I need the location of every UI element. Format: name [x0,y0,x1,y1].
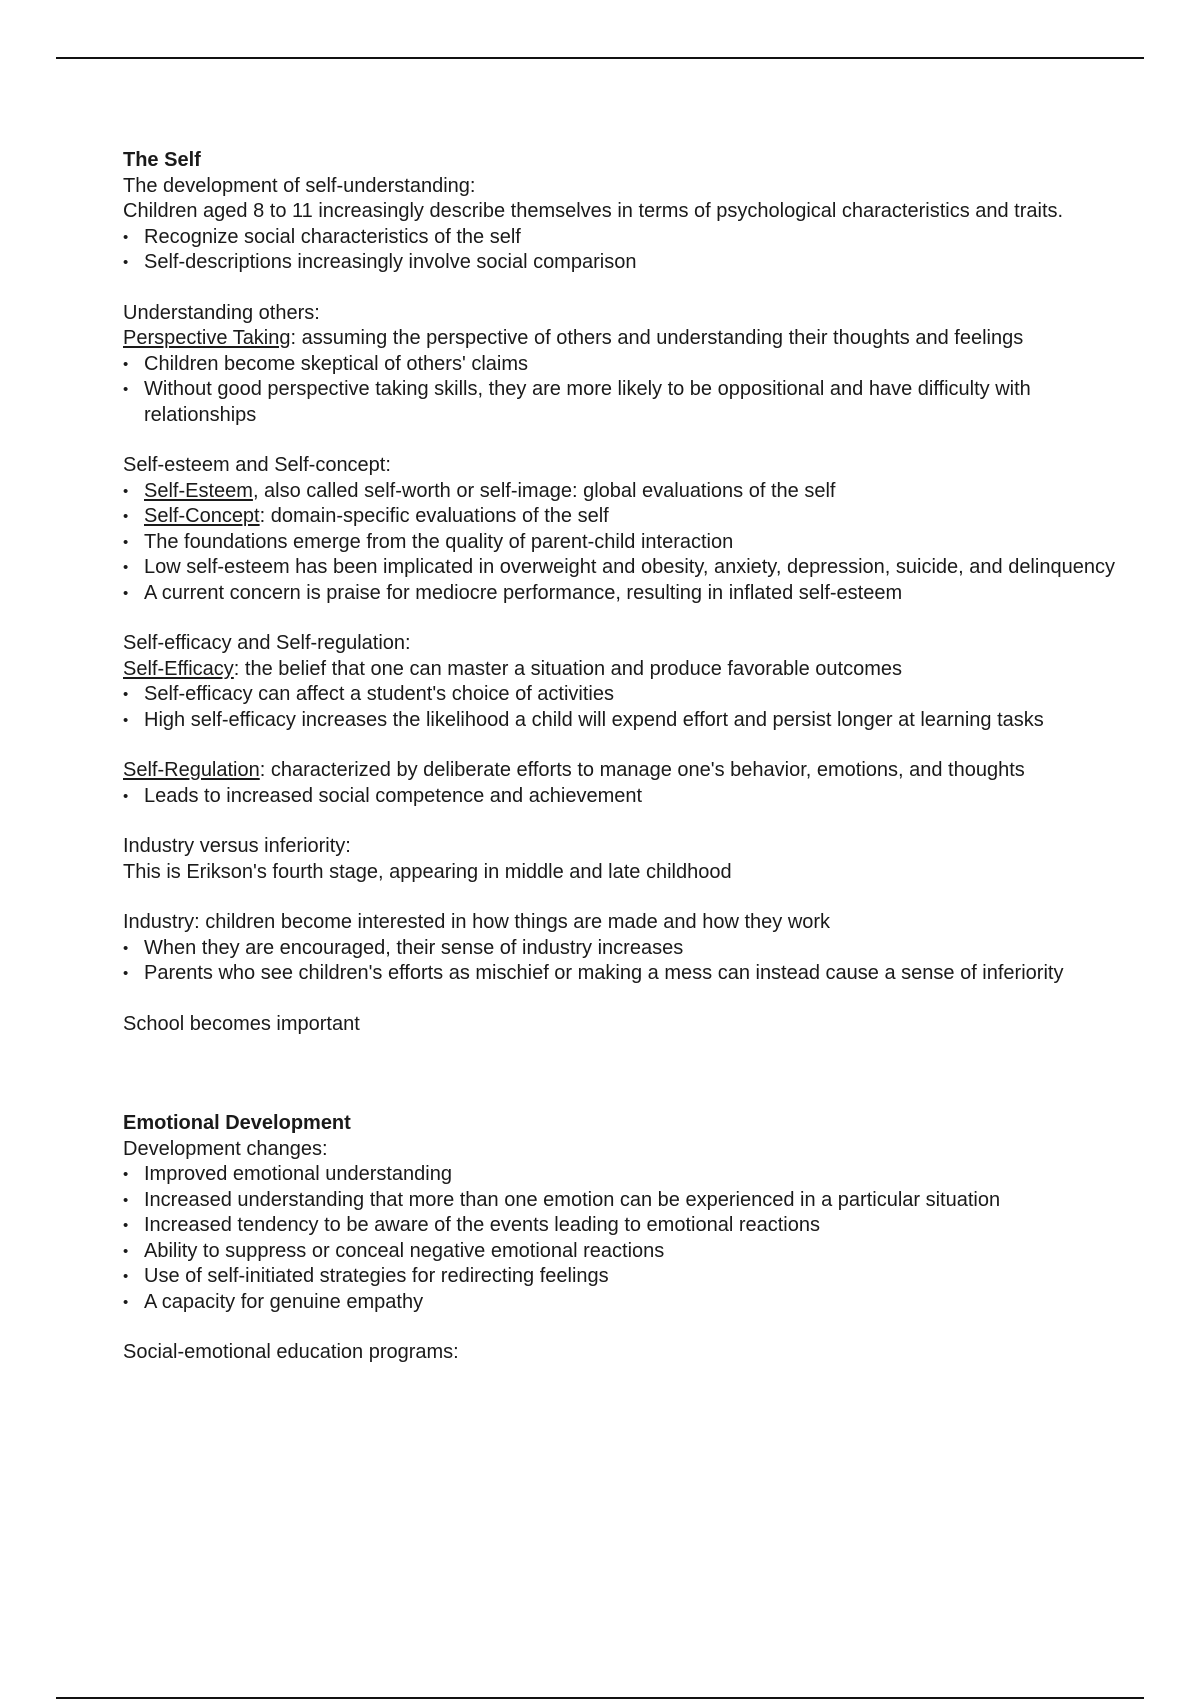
list-item: • Increased tendency to be aware of the events leading to emotional reactions [123,1213,1123,1239]
definition-self-efficacy [123,657,1123,683]
paragraph-industry-definition: Industry: children become interested in how things are made and how they work [123,911,831,933]
list-item: • Self-descriptions increasingly involve social comparison [123,250,1123,276]
bullet-list-self-efficacy [123,682,1123,733]
term-self-efficacy: Self-Efficacy [123,657,234,680]
list-item: • Use of self-initiated strategies for redirecting feelings [123,1264,1123,1290]
bullet-list-self-esteem [123,479,1123,607]
list-item: • Ability to suppress or conceal negative emotional reactions [123,1239,1123,1265]
paragraph-self-understanding: Children aged 8 to 11 increasingly describe themselves in terms of psychological characteristics and traits. [123,200,1064,222]
term-self-regulation: Self-Regulation [123,759,260,781]
list-item: • Without good perspective taking skills, they are more likely to be oppositional and have difficulty with relationships [123,377,1123,428]
definition-text: : characterized by deliberate efforts to manage one's behavior, emotions, and thoughts [259,759,1025,781]
definition-text: , also called self-worth or self-image: global evaluations of the self [252,479,836,502]
subheading-self-esteem: Self-esteem and Self-concept: [123,454,391,476]
list-item: • Children become skeptical of others' claims [123,352,1123,378]
bullet-list-self-regulation [123,784,1123,810]
definition-perspective-taking [123,326,1123,352]
top-rule [56,57,1144,59]
definition-text: : assuming the perspective of others and understanding their thoughts and feelings [290,327,1024,349]
list-item: • The foundations emerge from the quality of parent-child interaction [123,530,1123,556]
paragraph-erikson-stage: This is Erikson's fourth stage, appearing in middle and late childhood [123,860,732,883]
list-item: • Increased understanding that more than one emotion can be experienced in a particular situation [123,1188,1123,1214]
bottom-rule [56,1697,1144,1699]
bullet-list-industry [123,936,1123,987]
subheading-development-changes: Development changes: [123,1137,328,1160]
section-heading-emotional-development: Emotional Development [123,1112,351,1134]
subheading-self-efficacy: Self-efficacy and Self-regulation: [123,632,411,654]
term-self-esteem: Self-Esteem [144,479,253,502]
paragraph-school: School becomes important [123,1012,360,1035]
definition-text: : domain-specific evaluations of the self [259,505,609,527]
bullet-list-development-changes [123,1162,1123,1315]
subheading-industry: Industry versus inferiority: [123,835,351,857]
list-item: • A capacity for genuine empathy [123,1290,1123,1316]
list-item: • When they are encouraged, their sense of industry increases [123,936,1123,962]
bullet-list-understanding-others [123,352,1123,429]
subheading-self-understanding: The development of self-understanding: [123,174,476,197]
definition-self-regulation [123,758,1123,784]
definition-text: : the belief that one can master a situation and produce favorable outcomes [233,657,902,680]
list-item: • Recognize social characteristics of the self [123,225,1123,251]
subheading-understanding-others: Understanding others: [123,301,320,324]
list-item: • Improved emotional understanding [123,1162,1123,1188]
term-perspective-taking: Perspective Taking [123,327,291,349]
document-body [123,148,1123,1366]
subheading-social-emotional-programs: Social-emotional education programs: [123,1341,459,1363]
list-item: • Parents who see children's efforts as mischief or making a mess can instead cause a sense of inferiority [123,961,1123,987]
list-item [123,479,1123,505]
list-item [123,504,1123,530]
list-item: • Self-efficacy can affect a student's choice of activities [123,682,1123,708]
section-heading-the-self: The Self [123,149,201,171]
bullet-list-self-understanding [123,225,1123,276]
list-item: • Leads to increased social competence and achievement [123,784,1123,810]
list-item: • High self-efficacy increases the likelihood a child will expend effort and persist longer at learning tasks [123,708,1123,734]
list-item: • Low self-esteem has been implicated in overweight and obesity, anxiety, depression, suicide, and delinquency [123,555,1123,581]
list-item: • A current concern is praise for mediocre performance, resulting in inflated self-esteem [123,581,1123,607]
term-self-concept: Self-Concept [144,505,260,527]
